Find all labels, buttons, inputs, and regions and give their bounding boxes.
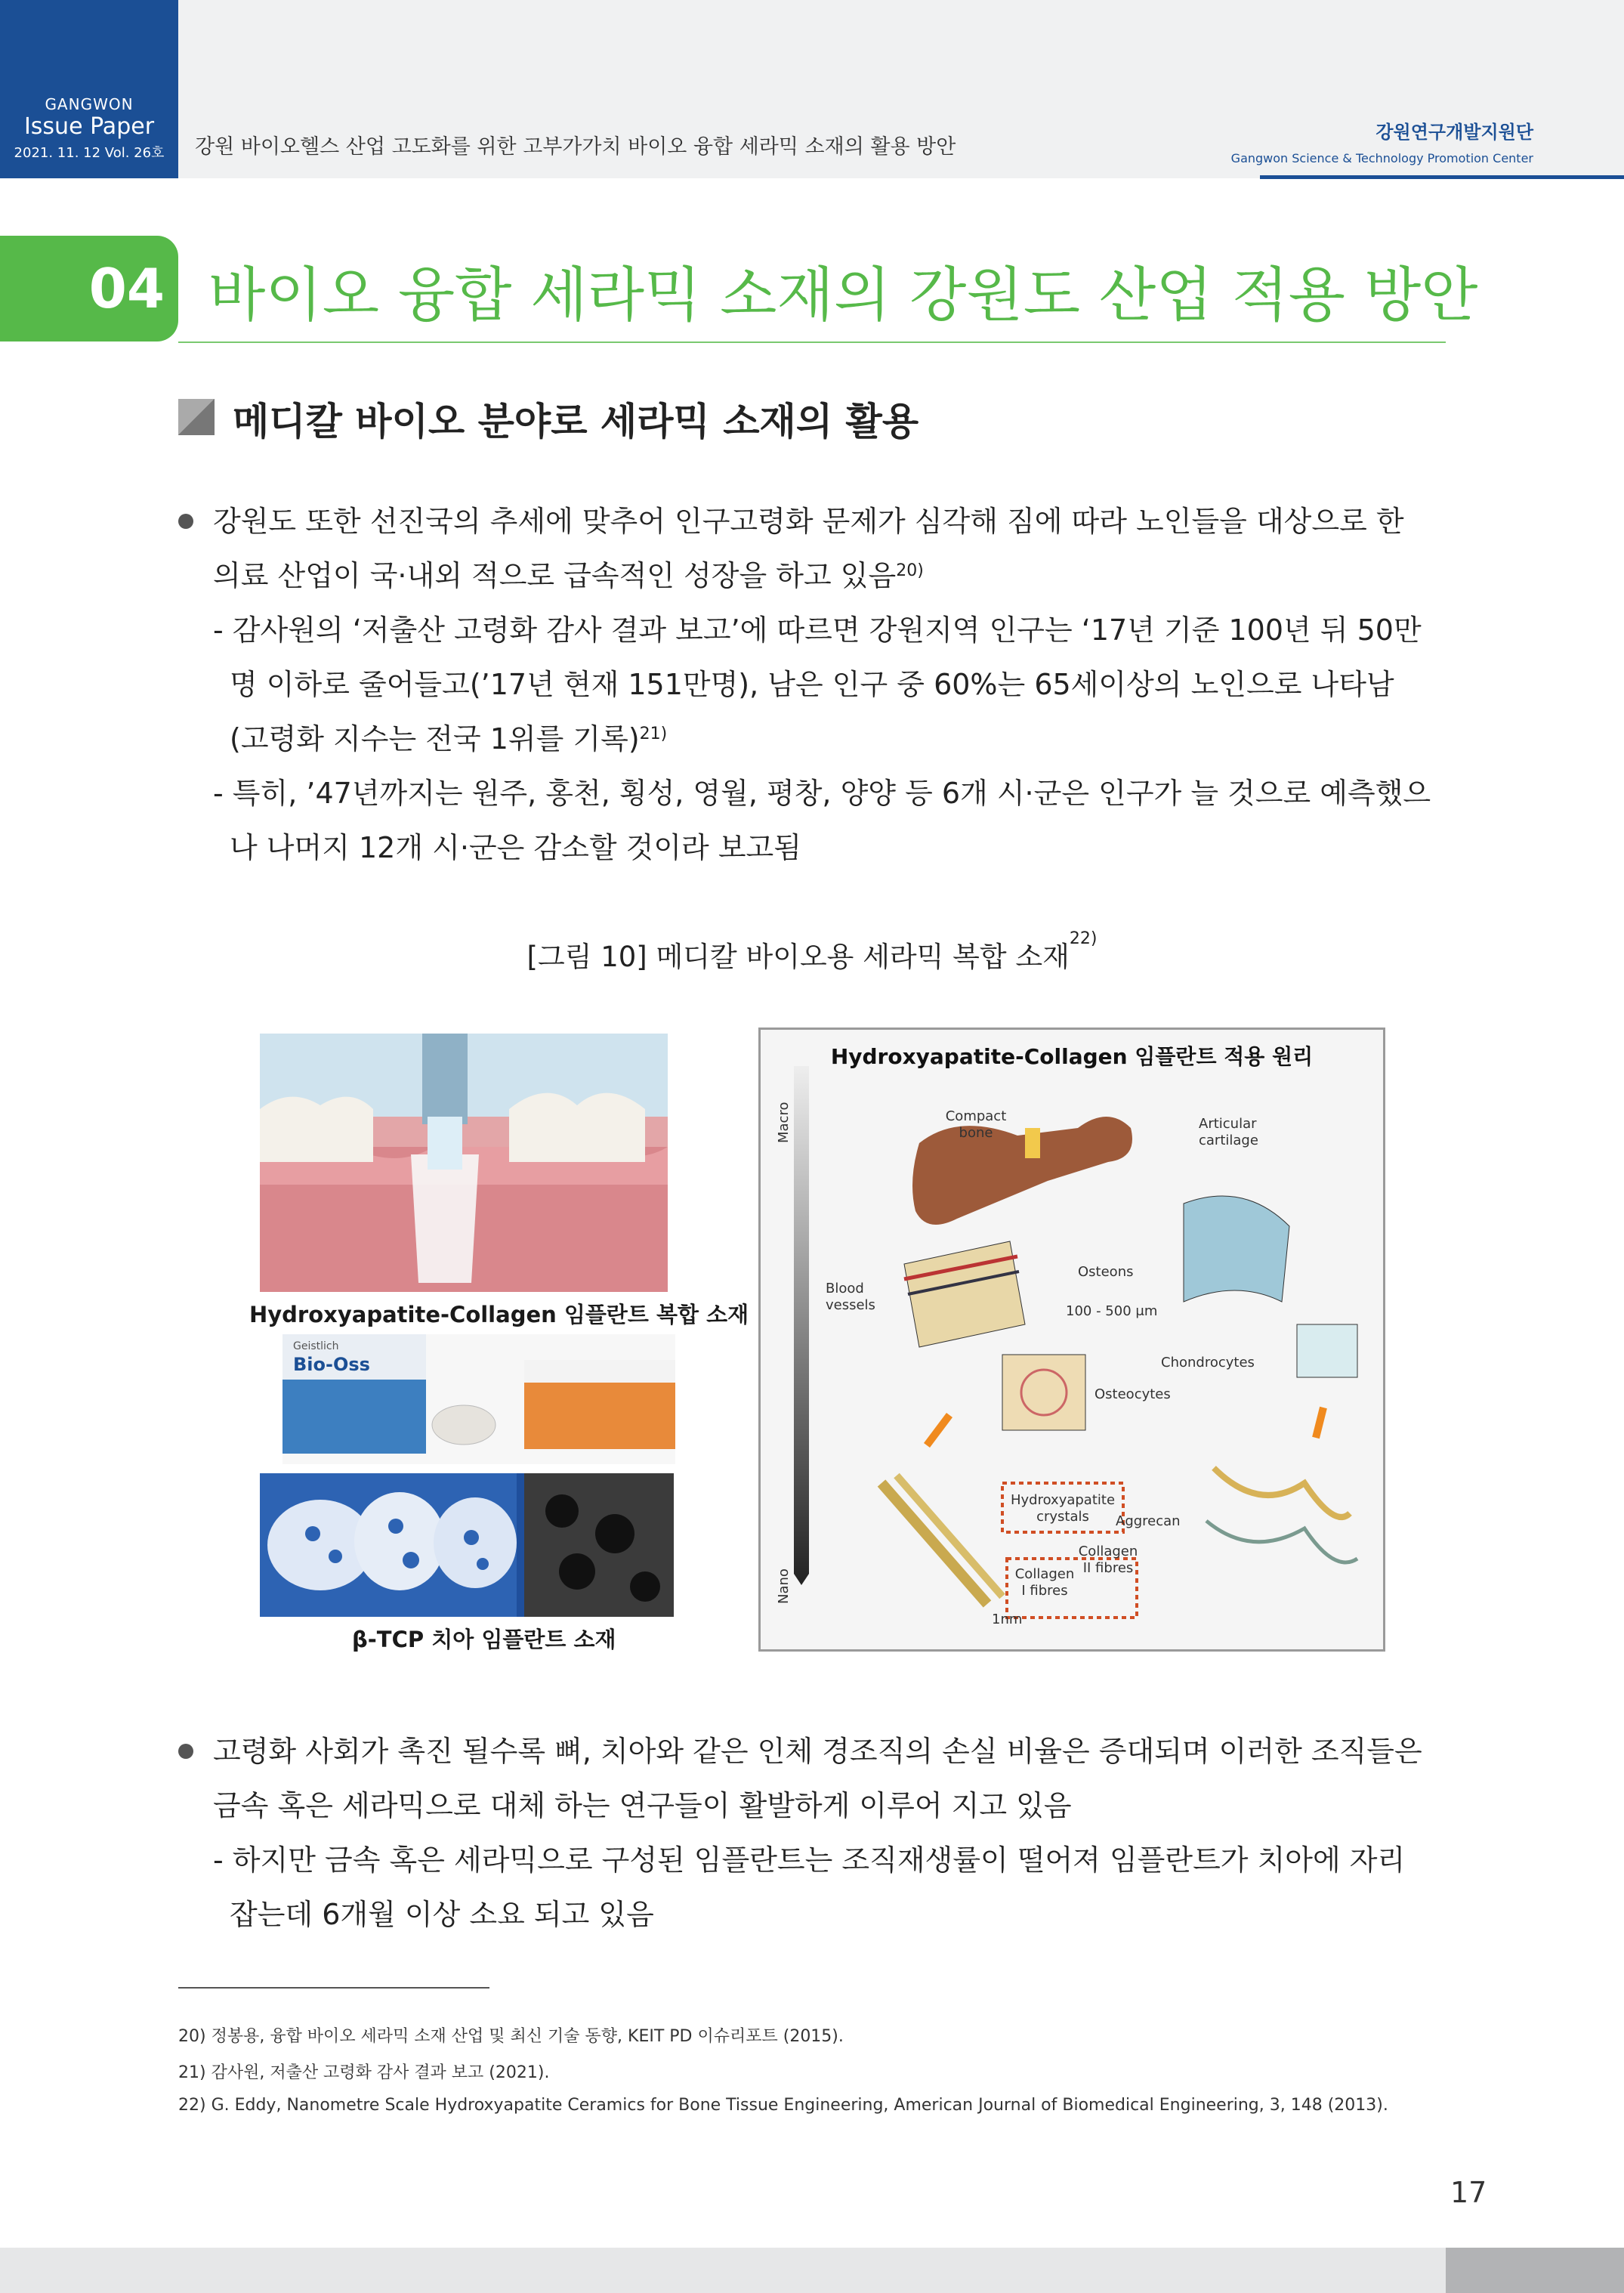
footnote-ref-21[interactable]: 21) bbox=[639, 725, 668, 743]
osteon-size-label: 100 - 500 μm bbox=[1066, 1303, 1158, 1319]
scale-macro-label: Macro bbox=[776, 1102, 792, 1143]
hydroxyapatite-crystals-label: Hydroxyapatite crystals bbox=[1010, 1492, 1116, 1525]
bullet-dot-icon bbox=[178, 514, 193, 529]
figure-caption bbox=[0, 929, 1624, 975]
bullet-paragraph-1 bbox=[178, 494, 1462, 872]
footnote-21: 21) 감사원, 저출산 고령화 감사 결과 보고 (2021). bbox=[178, 2063, 550, 2082]
page-number: 17 bbox=[1450, 2176, 1487, 2209]
figure-caption-text: [그림 10] 메디칼 바이오용 세라믹 복합 소재 bbox=[526, 941, 1070, 973]
bullet-paragraph-2 bbox=[178, 1724, 1462, 1951]
footnote-ref-20[interactable]: 20) bbox=[896, 561, 924, 580]
collagen-ii-label: Collagen II fibres bbox=[1078, 1544, 1138, 1576]
brand-date: 2021. 11. 12 Vol. 26호 bbox=[14, 145, 165, 161]
sub-bullet-2-1-line-1: - 하지만 금속 혹은 세라믹으로 구성된 임플란트는 조직재생률이 떨어져 임플란트가 치아에 자리 bbox=[213, 1843, 1406, 1877]
footnote-22: 22) G. Eddy, Nanometre Scale Hydroxyapatite Ceramics for Bone Tissue Engineering, American Journal of Biomedical Engineering, 3, 148 (2013). bbox=[178, 2096, 1388, 2115]
sub-bullet-2-1-line-2: 잡는데 6개월 이상 소요 되고 있음 bbox=[230, 1898, 654, 1931]
bullet-2-text bbox=[213, 1724, 1482, 1833]
nanometer-label: 1nm bbox=[992, 1612, 1023, 1627]
bullet-1-line-2-text: 의료 산업이 국·내외 적으로 급속적인 성장을 하고 있음 bbox=[213, 559, 897, 592]
sub-bullet-1-2-line-2: 나 나머지 12개 시·군은 감소할 것이라 보고됨 bbox=[230, 831, 801, 864]
footnote-ref-22[interactable]: 22) bbox=[1069, 929, 1098, 948]
footnote-20: 20) 정봉용, 융합 바이오 세라믹 소재 산업 및 최신 기술 동향, KEIT PD 이슈리포트 (2015). bbox=[178, 2027, 844, 2046]
chondrocytes-label: Chondrocytes bbox=[1161, 1355, 1255, 1371]
section-title: 바이오 융합 세라믹 소재의 강원도 산업 적용 방안 bbox=[208, 261, 1478, 329]
blood-vessels-label: Blood vessels bbox=[826, 1281, 875, 1313]
sub-bullet-1-1-line-3-text: (고령화 지수는 전국 1위를 기록) bbox=[230, 722, 640, 756]
sub-bullet-1-2-line-1: - 특히, ’47년까지는 원주, 홍천, 횡성, 영월, 평창, 양양 등 6개 시·군은 인구가 늘 것으로 예측했으 bbox=[213, 777, 1431, 810]
footnote-divider bbox=[178, 1987, 489, 1989]
aggrecan-label: Aggrecan bbox=[1116, 1513, 1181, 1529]
sub-bullet-1-1-line-1: - 감사원의 ‘저출산 고령화 감사 결과 보고’에 따르면 강원지역 인구는 ‘17년 기준 100년 뒤 50만 bbox=[213, 613, 1422, 647]
bottom-bar-accent bbox=[1446, 2248, 1624, 2293]
bottom-bar bbox=[0, 2248, 1624, 2293]
section-divider bbox=[178, 341, 1446, 343]
sub-bullet-1-1 bbox=[213, 603, 1482, 766]
box-product: Bio-Oss bbox=[293, 1354, 370, 1375]
square-bullet-icon bbox=[178, 399, 215, 435]
bullet-1-text bbox=[213, 494, 1482, 603]
bullet-1-line-2 bbox=[213, 549, 1482, 603]
collagen-i-label: Collagen I fibres bbox=[1014, 1566, 1075, 1599]
osteocytes-label: Osteocytes bbox=[1095, 1386, 1171, 1402]
organization-en: Gangwon Science & Technology Promotion Center bbox=[1230, 151, 1533, 165]
product-packages-photo bbox=[283, 1334, 675, 1464]
brand-big: Issue Paper bbox=[23, 113, 155, 140]
sub-bullet-1-1-line-2: 명 이하로 줄어들고(’17년 현재 151만명), 남은 인구 중 60%는 65세이상의 노인으로 나타남 bbox=[230, 668, 1394, 701]
box-brand: Geistlich bbox=[293, 1340, 339, 1352]
section-number: 04 bbox=[0, 236, 178, 341]
issue-paper-logo bbox=[0, 0, 178, 178]
hydroxyapatite-collagen-label: Hydroxyapatite-Collagen 임플란트 복합 소재 bbox=[249, 1302, 749, 1327]
bone-structure-diagram bbox=[758, 1028, 1385, 1652]
scaffold-images bbox=[260, 1473, 674, 1617]
organization bbox=[1231, 117, 1533, 165]
brand-small: GANGWON bbox=[45, 95, 134, 113]
osteons-label: Osteons bbox=[1078, 1264, 1134, 1280]
document-title: 강원 바이오헬스 산업 고도화를 위한 고부가가치 바이오 융합 세라믹 소재의 활용 방안 bbox=[195, 135, 956, 159]
page-header bbox=[0, 0, 1624, 178]
diagram-title: Hydroxyapatite-Collagen 임플란트 적용 원리 bbox=[830, 1044, 1314, 1069]
sub-bullet-2-1 bbox=[213, 1833, 1482, 1942]
subsection-title: 메디칼 바이오 분야로 세라믹 소재의 활용 bbox=[233, 400, 919, 443]
articular-cartilage-label: Articular cartilage bbox=[1199, 1116, 1258, 1148]
bullet-2-line-1: 고령화 사회가 촉진 될수록 뼈, 치아와 같은 인체 경조직의 손실 비율은 증대되며 이러한 조직들은 bbox=[213, 1735, 1422, 1768]
bullet-dot-icon bbox=[178, 1744, 193, 1759]
bullet-2-line-2: 금속 혹은 세라믹으로 대체 하는 연구들이 활발하게 이루어 지고 있음 bbox=[213, 1789, 1072, 1822]
organization-kr: 강원연구개발지원단 bbox=[1375, 122, 1533, 143]
header-accent-line bbox=[1260, 175, 1624, 179]
sub-bullet-1-2 bbox=[213, 766, 1482, 875]
dental-implant-photo bbox=[260, 1034, 668, 1292]
scale-nano-label: Nano bbox=[776, 1568, 792, 1604]
compact-bone-label: Compact bone bbox=[945, 1108, 1007, 1141]
beta-tcp-label: β-TCP 치아 임플란트 소재 bbox=[352, 1627, 616, 1652]
sub-bullet-1-1-line-3 bbox=[213, 712, 1482, 766]
bullet-1-line-1: 강원도 또한 선진국의 추세에 맞추어 인구고령화 문제가 심각해 짐에 따라 노인들을 대상으로 한 bbox=[213, 505, 1404, 538]
